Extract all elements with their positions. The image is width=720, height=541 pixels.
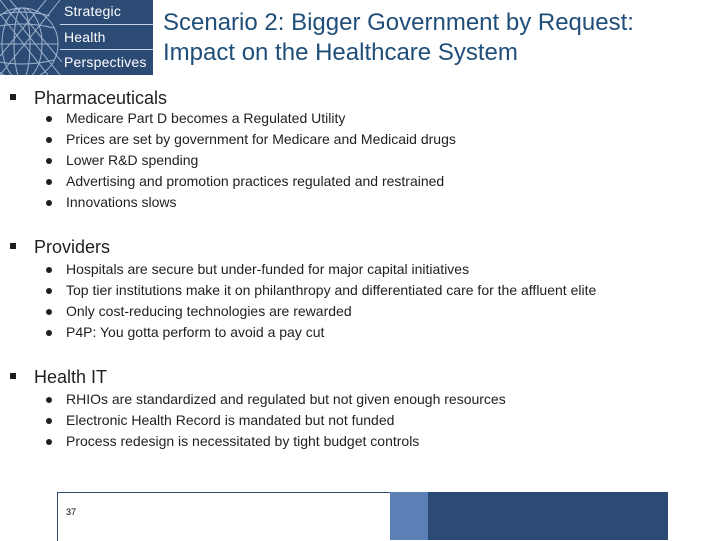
slide-title-line-1: Scenario 2: Bigger Government by Request:	[163, 9, 634, 36]
bullet-dot-icon	[46, 439, 52, 445]
bullet-dot-icon	[46, 116, 52, 122]
list-item-text: Process redesign is necessitated by tight budget controls	[66, 433, 420, 449]
logo-divider	[60, 24, 153, 25]
bullet-dot-icon	[46, 137, 52, 143]
list-item-text: P4P: You gotta perform to avoid a pay cut	[66, 324, 325, 340]
list-item-text: Advertising and promotion practices regulated and restrained	[66, 173, 445, 189]
footer-accent-light	[390, 492, 428, 540]
bullet-dot-icon	[46, 418, 52, 424]
bullet-dot-icon	[46, 158, 52, 164]
list-item-text: Innovations slows	[66, 194, 177, 210]
slide-title-line-2: Impact on the Healthcare System	[163, 39, 518, 66]
logo-text-perspectives: Perspectives	[64, 54, 147, 70]
bullet-dot-icon	[46, 288, 52, 294]
list-item-text: Lower R&D spending	[66, 152, 199, 168]
logo-text-strategic: Strategic	[64, 3, 122, 19]
footer-accent-end	[668, 492, 720, 540]
logo-text-health: Health	[64, 29, 106, 45]
logo	[0, 0, 153, 75]
list-item-text: Prices are set by government for Medicare and Medicaid drugs	[66, 131, 456, 147]
list-item-text: RHIOs are standardized and regulated but not given enough resources	[66, 391, 506, 407]
list-item-text: Top tier institutions make it on philanthropy and differentiated care for the affluent elite	[66, 282, 597, 298]
footer-band	[0, 492, 720, 540]
section-label: Health IT	[34, 367, 108, 387]
section-label: Pharmaceuticals	[34, 88, 168, 108]
logo-divider	[60, 49, 153, 50]
bullet-dot-icon	[46, 179, 52, 185]
bullet-dot-icon	[46, 309, 52, 315]
list-item-text: Only cost-reducing technologies are rewarded	[66, 303, 352, 319]
list-item-text: Electronic Health Record is mandated but not funded	[66, 412, 395, 428]
bullet-dot-icon	[46, 397, 52, 403]
square-bullet-icon	[10, 373, 16, 379]
slide-title	[163, 8, 713, 68]
bullet-dot-icon	[46, 200, 52, 206]
globe-icon	[0, 0, 62, 75]
page-number: 37	[66, 507, 77, 517]
square-bullet-icon	[10, 243, 16, 249]
section-label: Providers	[34, 237, 111, 257]
list-item-text: Hospitals are secure but under-funded for major capital initiatives	[66, 261, 470, 277]
list-item-text: Medicare Part D becomes a Regulated Utility	[66, 110, 346, 126]
footer-accent-dark	[428, 492, 668, 540]
footer-box	[57, 492, 390, 541]
bullet-dot-icon	[46, 267, 52, 273]
square-bullet-icon	[10, 94, 16, 100]
bullet-dot-icon	[46, 330, 52, 336]
